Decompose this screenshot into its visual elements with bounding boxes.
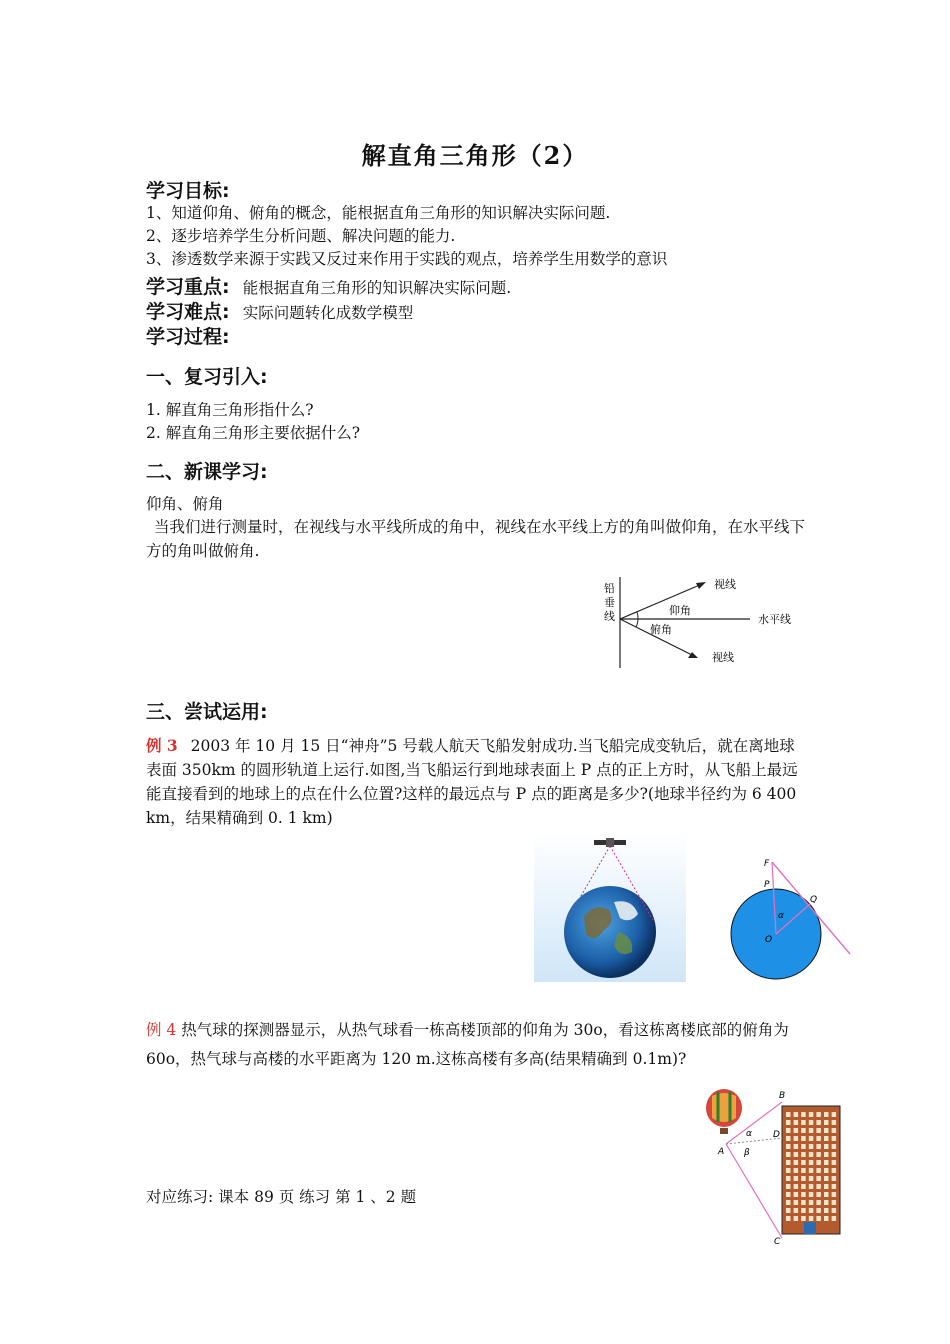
building-window xyxy=(816,1120,821,1125)
difficulty-text: 实际问题转化成数学模型 xyxy=(242,304,414,322)
building-window xyxy=(794,1144,799,1149)
building-window xyxy=(809,1208,814,1213)
key-point-row xyxy=(146,272,511,300)
point-c-label: C xyxy=(774,1237,781,1246)
building-window xyxy=(824,1112,829,1117)
sight-label-top: 视线 xyxy=(714,578,736,591)
building-window xyxy=(832,1208,837,1213)
building-window xyxy=(816,1136,821,1141)
difficulty-label: 学习难点: xyxy=(146,301,230,323)
building-window xyxy=(816,1216,821,1221)
earth-icon xyxy=(564,886,656,978)
building-window xyxy=(786,1192,791,1197)
depression-label: 俯角 xyxy=(650,623,672,636)
exercise-line: 对应练习: 课本 89 页 练习 第 1 、2 题 xyxy=(146,1188,417,1206)
vertical-label-1: 铅 xyxy=(604,582,615,595)
building-window xyxy=(816,1184,821,1189)
line-ac xyxy=(726,1144,782,1238)
building-window xyxy=(794,1184,799,1189)
point-q-label: Q xyxy=(810,895,818,905)
building-window xyxy=(786,1128,791,1133)
building-window xyxy=(824,1168,829,1173)
building-window xyxy=(832,1200,837,1205)
earth-satellite-image xyxy=(534,832,686,982)
building-window xyxy=(816,1176,821,1181)
building-window xyxy=(809,1216,814,1221)
depression-arc xyxy=(636,619,638,627)
hot-air-balloon-icon xyxy=(706,1089,742,1134)
review-q2: 2. 解直角三角形主要依据什么? xyxy=(146,424,361,442)
building-window xyxy=(786,1152,791,1157)
point-o-label: O xyxy=(765,935,773,945)
point-f-label: F xyxy=(764,859,770,869)
building-window xyxy=(786,1144,791,1149)
building-window xyxy=(816,1168,821,1173)
building-window xyxy=(832,1144,837,1149)
building-window xyxy=(809,1184,814,1189)
building-window xyxy=(824,1192,829,1197)
angle-diagram xyxy=(590,572,820,672)
building-window xyxy=(794,1176,799,1181)
building-window xyxy=(824,1128,829,1133)
building-window xyxy=(801,1144,806,1149)
building-window xyxy=(816,1200,821,1205)
building-window xyxy=(809,1160,814,1165)
building-window xyxy=(809,1120,814,1125)
building-window xyxy=(794,1120,799,1125)
building-window xyxy=(794,1136,799,1141)
building-window xyxy=(794,1192,799,1197)
building-window xyxy=(801,1136,806,1141)
building-window xyxy=(809,1112,814,1117)
objective-3: 3、渗透数学来源于实践又反过来作用于实践的观点，培养学生用数学的意识 xyxy=(146,250,668,268)
section2-heading: 二、新课学习: xyxy=(146,461,268,483)
objective-2: 2、逐步培养学生分析问题、解决问题的能力. xyxy=(146,227,456,245)
key-point-text: 能根据直角三角形的知识解决实际问题. xyxy=(242,279,512,297)
building-window xyxy=(801,1160,806,1165)
building-window xyxy=(832,1120,837,1125)
building-window xyxy=(809,1136,814,1141)
section2-subtitle: 仰角、俯角 xyxy=(146,495,224,513)
vertical-label-3: 线 xyxy=(604,610,615,623)
building-window xyxy=(801,1128,806,1133)
balloon-building-diagram xyxy=(700,1088,850,1246)
building-window xyxy=(832,1192,837,1197)
building-window xyxy=(824,1144,829,1149)
building-window xyxy=(786,1168,791,1173)
building-window xyxy=(794,1128,799,1133)
building-window xyxy=(824,1120,829,1125)
building-window xyxy=(786,1112,791,1117)
building-window xyxy=(832,1152,837,1157)
building-window xyxy=(809,1152,814,1157)
building-window xyxy=(786,1176,791,1181)
upper-arrowhead xyxy=(696,582,706,589)
building-window xyxy=(832,1176,837,1181)
building-window xyxy=(794,1168,799,1173)
building-window xyxy=(824,1208,829,1213)
building-window xyxy=(832,1184,837,1189)
building-window xyxy=(801,1120,806,1125)
building-window xyxy=(786,1160,791,1165)
building-window xyxy=(809,1168,814,1173)
building-window xyxy=(832,1128,837,1133)
elevation-arc xyxy=(637,612,638,619)
building-window xyxy=(786,1208,791,1213)
building-window xyxy=(824,1160,829,1165)
definition-paragraph: 当我们进行测量时，在视线与水平线所成的角中，视线在水平线上方的角叫做仰角，在水平线下方的角叫做俯角. xyxy=(146,518,806,560)
lower-arrowhead xyxy=(688,652,698,658)
alpha-label-balloon: α xyxy=(746,1129,752,1139)
building-window xyxy=(816,1152,821,1157)
objective-1: 1、知道仰角、俯角的概念，能根据直角三角形的知识解决实际问题. xyxy=(146,204,611,222)
building-window xyxy=(801,1184,806,1189)
process-label: 学习过程: xyxy=(146,326,230,348)
building-window xyxy=(794,1112,799,1117)
building-window xyxy=(816,1208,821,1213)
building-window xyxy=(786,1184,791,1189)
building-window xyxy=(832,1112,837,1117)
building-window xyxy=(801,1168,806,1173)
point-d-label: D xyxy=(773,1130,780,1140)
building-window xyxy=(809,1192,814,1197)
building-window xyxy=(809,1176,814,1181)
building-window xyxy=(816,1144,821,1149)
building-window xyxy=(801,1112,806,1117)
elevation-label: 仰角 xyxy=(669,604,691,617)
point-a-label: A xyxy=(718,1147,725,1157)
building-window xyxy=(824,1152,829,1157)
building-window xyxy=(801,1216,806,1221)
building xyxy=(782,1106,840,1234)
beta-label-balloon: β xyxy=(744,1148,750,1158)
horizontal-label: 水平线 xyxy=(758,613,791,626)
building-window xyxy=(794,1208,799,1213)
building-window xyxy=(824,1136,829,1141)
building-window xyxy=(824,1216,829,1221)
building-window xyxy=(816,1112,821,1117)
building-window xyxy=(816,1128,821,1133)
point-b-label: B xyxy=(779,1091,786,1101)
building-window xyxy=(794,1216,799,1221)
building-window xyxy=(801,1176,806,1181)
building-window xyxy=(832,1160,837,1165)
difficulty-row xyxy=(146,297,413,325)
building-window xyxy=(809,1144,814,1149)
building-window xyxy=(832,1168,837,1173)
building-window xyxy=(816,1192,821,1197)
alpha-label: α xyxy=(778,911,784,921)
objectives-heading: 学习目标: xyxy=(146,180,230,202)
building-window xyxy=(824,1200,829,1205)
building-window xyxy=(786,1200,791,1205)
building-window xyxy=(801,1192,806,1197)
vertical-label-2: 垂 xyxy=(604,596,615,609)
building-window xyxy=(832,1216,837,1221)
key-point-label: 学习重点: xyxy=(146,276,230,298)
building-window xyxy=(832,1136,837,1141)
building-window xyxy=(809,1128,814,1133)
building-window xyxy=(801,1200,806,1205)
building-window xyxy=(786,1216,791,1221)
building-window xyxy=(794,1200,799,1205)
building-window xyxy=(801,1152,806,1157)
example3 xyxy=(146,734,806,830)
example3-label: 例 3 xyxy=(146,736,178,755)
page-title: 解直角三角形（2） xyxy=(361,141,589,170)
review-q1: 1. 解直角三角形指什么? xyxy=(146,401,314,419)
section3-heading: 三、尝试运用: xyxy=(146,701,268,723)
building-window xyxy=(809,1200,814,1205)
example4-label: 例 4 xyxy=(146,1021,177,1039)
tangent-diagram xyxy=(726,852,856,984)
sight-label-bottom: 视线 xyxy=(712,651,734,664)
point-p-label: P xyxy=(764,880,770,890)
building-window xyxy=(786,1120,791,1125)
building-window xyxy=(801,1208,806,1213)
building-window xyxy=(794,1152,799,1157)
building-window xyxy=(816,1160,821,1165)
example3-text: 2003 年 10 月 15 日“神舟”5 号载人航天飞船发射成功.当飞船完成变轨后，就在离地球表面 350km 的圆形轨道上运行.如图,当飞船运行到地球表面上 P 点的正上方时，从飞船上最远能直接看到的地球上的点在什么位置?这样的最远点与 P 点的距离是多少?(地球半径约为 6 400 km，结果精确到 0. 1 km) xyxy=(146,737,798,827)
building-window xyxy=(824,1176,829,1181)
example4-text: 热气球的探测器显示，从热气球看一栋高楼顶部的仰角为 30o，看这栋离楼底部的俯角为 60o，热气球与高楼的水平距离为 120 m.这栋高楼有多高(结果精确到 0.1m)? xyxy=(146,1021,789,1068)
building-window xyxy=(794,1160,799,1165)
building-window xyxy=(786,1136,791,1141)
section1-heading: 一、复习引入: xyxy=(146,366,268,388)
example4 xyxy=(146,1016,806,1074)
building-window xyxy=(824,1184,829,1189)
